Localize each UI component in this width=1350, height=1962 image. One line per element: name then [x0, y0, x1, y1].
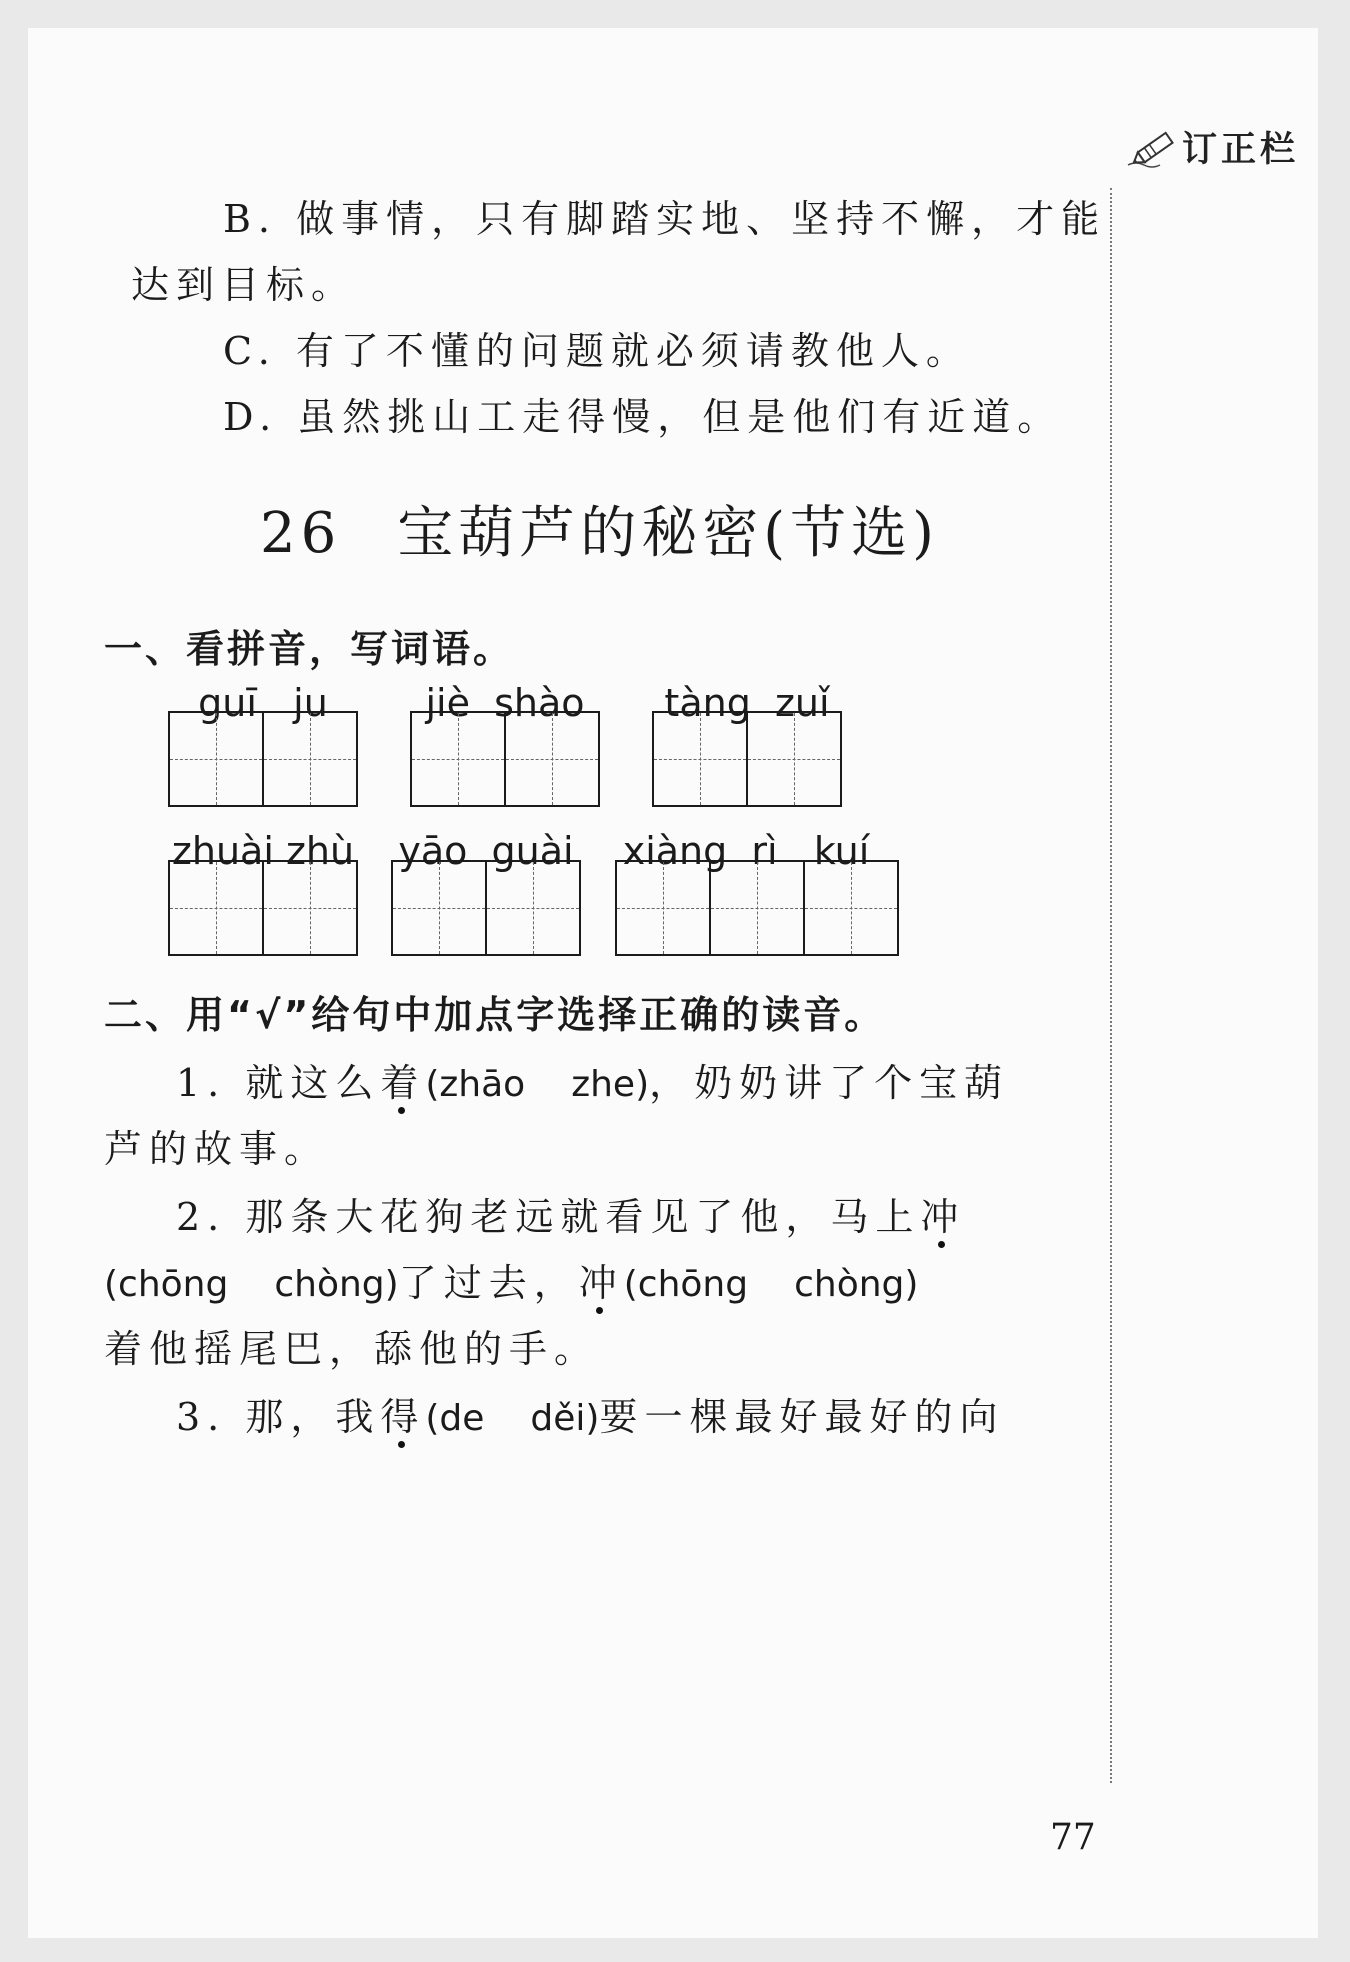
pinyin-tangzui: tàng zuǐ: [664, 681, 830, 725]
section1-heading: 一、看拼音，写词语。: [104, 627, 515, 671]
writing-cell[interactable]: [746, 713, 840, 805]
correction-column-header: [1126, 122, 1299, 172]
question3-text-tail: 要一棵最好最好的向: [599, 1395, 1005, 1439]
writing-cell[interactable]: [262, 713, 356, 805]
writing-cell[interactable]: [412, 713, 504, 805]
question2-line3: 着他摇尾巴，舔他的手。: [104, 1327, 600, 1371]
question2-text-mid: 了过去，: [398, 1261, 579, 1305]
question1-text-tail: ，奶奶讲了个宝葫: [649, 1061, 1010, 1105]
question3-line1: [176, 1395, 1005, 1439]
writing-cell[interactable]: [170, 713, 262, 805]
writing-boxes-zhuaizhu[interactable]: [168, 860, 358, 956]
question2-text: 2. 那条大花狗老远就看见了他，马上: [176, 1195, 921, 1239]
question2-line2: [104, 1261, 919, 1305]
question2-line1: [176, 1195, 966, 1239]
question2-dotted-char-2: 冲: [578, 1261, 624, 1305]
pinyin-guiju: guī ju: [198, 681, 328, 725]
writing-cell[interactable]: [504, 713, 598, 805]
writing-cell[interactable]: [262, 862, 356, 954]
option-b-line2: 达到目标。: [131, 263, 357, 307]
pencil-icon: [1126, 125, 1182, 169]
option-chong1-b[interactable]: (chōng: [623, 1264, 749, 1305]
lesson-title: [260, 501, 939, 566]
section2-heading: 二、用“√”给句中加点字选择正确的读音。: [104, 993, 886, 1037]
option-zhao[interactable]: (zhāo: [425, 1064, 526, 1105]
question1-line2: 芦的故事。: [104, 1127, 330, 1171]
pinyin-zhuaizhu: zhuài zhù: [171, 829, 355, 873]
question3-text: 3. 那，我: [176, 1395, 381, 1439]
writing-cell[interactable]: [485, 862, 579, 954]
writing-cell[interactable]: [617, 862, 709, 954]
writing-boxes-xiangrikui[interactable]: [615, 860, 899, 956]
writing-cell[interactable]: [709, 862, 803, 954]
correction-divider: [1110, 188, 1112, 1783]
option-chong4-b[interactable]: chòng): [794, 1264, 919, 1305]
writing-boxes-guiju[interactable]: [168, 711, 358, 807]
question1-line1: [176, 1061, 1010, 1105]
option-dei[interactable]: děi): [530, 1398, 600, 1439]
writing-boxes-tangzui[interactable]: [652, 711, 842, 807]
option-c: C. 有了不懂的问题就必须请教他人。: [223, 329, 971, 373]
pinyin-yaoguai: yāo guài: [398, 829, 574, 873]
lesson-number: 26: [260, 501, 342, 566]
lesson-name: 宝葫芦的秘密(节选): [397, 501, 939, 566]
option-b-line1: B. 做事情，只有脚踏实地、坚持不懈，才能: [223, 197, 1107, 241]
option-de[interactable]: (de: [425, 1398, 485, 1439]
pinyin-xiangrikui: xiàng rì kuí: [622, 829, 870, 873]
option-d: D. 虽然挑山工走得慢，但是他们有近道。: [223, 395, 1063, 439]
question1-text: 1. 就这么: [176, 1061, 381, 1105]
page-number: 77: [1050, 1817, 1096, 1858]
question2-dotted-char-1: 冲: [920, 1195, 966, 1239]
writing-boxes-yaoguai[interactable]: [391, 860, 581, 956]
question1-dotted-char: 着: [380, 1061, 426, 1105]
option-chong4-a[interactable]: chòng): [274, 1264, 399, 1305]
writing-boxes-jieshao[interactable]: [410, 711, 600, 807]
writing-cell[interactable]: [654, 713, 746, 805]
option-chong1-a[interactable]: (chōng: [104, 1264, 229, 1305]
correction-column-title: 订正栏: [1182, 130, 1300, 170]
workbook-page: [28, 28, 1318, 1938]
writing-cell[interactable]: [393, 862, 485, 954]
writing-cell[interactable]: [170, 862, 262, 954]
question3-dotted-char: 得: [380, 1395, 426, 1439]
pinyin-jieshao: jiè shào: [425, 681, 585, 725]
writing-cell[interactable]: [803, 862, 897, 954]
option-zhe[interactable]: zhe): [571, 1064, 650, 1105]
